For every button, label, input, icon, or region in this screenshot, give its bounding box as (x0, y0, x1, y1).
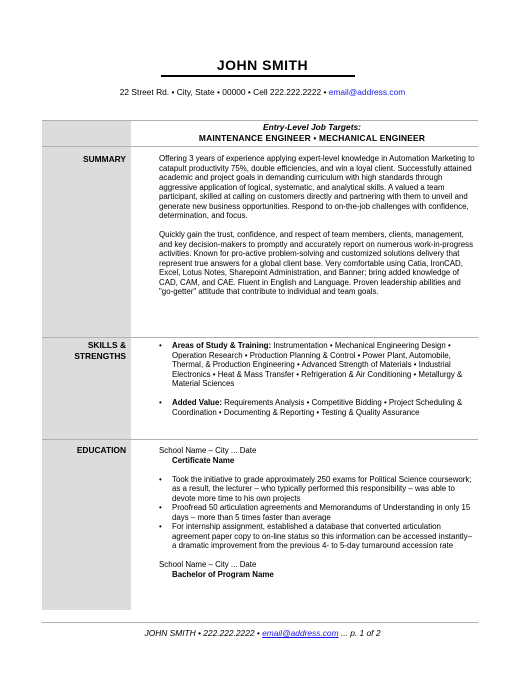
skills-item-study-title: Areas of Study & Training: (172, 341, 272, 350)
education-bullet-text: Proofread 50 articulation agreements and Memorandums of Understanding in only 15 days – more than 5 times faster than average (172, 503, 471, 522)
summary-paragraph-2: Quickly gain the trust, confidence, and respect of team members, clients, management, and key decision-makers to promptly and accurately report on numerous work-in-progress activities. Known for pro-active problem-solving and customized solutions delivery that represent true answers for a global client base. Very comfortable using Catia, IronCAD, Excel, Lotus Notes, Sharepoint Administration, and Banner; bring added knowledge of CAD, CAM, and CAE. Fluent in English and Language. Proven leadership abilities and "go-getter" attitude that contribute to individual and team goals. (159, 230, 474, 296)
education-school-1: School Name – City ... Date (159, 446, 257, 455)
bullet: • (159, 341, 162, 350)
contact-address: 22 Street Rd. • City, State • 00000 • Cell 222.222.2222 • (119, 87, 329, 97)
divider-skills (42, 439, 478, 440)
bullet: • (159, 398, 162, 407)
divider-summary (42, 337, 478, 338)
skills-item-value-title: Added Value: (172, 398, 222, 407)
skills-label-line2: STRENGTHS (74, 351, 126, 361)
education-bullet-text: For internship assignment, established a database that converted articulation agreement paper copy to on-line status so this information can be accessed instantly– a dramatic improvement from the previous 4- to 5-day turnaround accession rate (172, 522, 473, 550)
summary-paragraph-1: Offering 3 years of experience applying expert-level knowledge in Automation Marketing to catapult productivity 75%, double efficiencies, and win a loyal client. Successfully attained academic and project goals in demanding curriculum with high standards through aggressive application of logical, systematic, and analytical skills. A valued a team participant, skilled at calling on customers directly and partnering with them to unveil and generate new business opportunities. Respond to on-the-job challenges with confidence, determination, and focus. (159, 154, 475, 220)
footer-prefix: JOHN SMITH • 222.222.2222 • (144, 628, 263, 638)
education-content (159, 446, 475, 579)
skills-content (159, 341, 475, 417)
summary-label: SUMMARY (83, 154, 126, 164)
skills-label (42, 340, 126, 362)
job-targets-titles: MAINTENANCE ENGINEER • MECHANICAL ENGINEER (198, 133, 426, 143)
name-heading: JOHN SMITH (216, 57, 309, 73)
education-bullet (159, 475, 475, 504)
bullet: • (159, 522, 162, 531)
education-bullet (159, 522, 475, 551)
education-school-2: School Name – City ... Date (159, 560, 257, 569)
contact-line (0, 87, 525, 97)
skills-item-study (159, 341, 475, 389)
page-footer (0, 628, 525, 638)
skills-item-study-text: Instrumentation • Mechanical Engineering Design • Operation Research • Production Planning & Control • Power Plant, Automobile, Thermal, & Production Engineering • Advanced Strength of Materials • Industrial Electronics • Heat & Mass Transfer • Refrigeration & Air Conditioning • Metallurgy & Material Sciences (172, 341, 463, 388)
section-label-column (42, 121, 131, 610)
education-label: EDUCATION (76, 445, 126, 455)
education-certificate: Certificate Name (172, 455, 235, 465)
skills-item-value-text: Requirements Analysis • Competitive Bidding • Project Scheduling & Coordination • Documenting & Reporting • Testing & Quality Assurance (172, 398, 463, 417)
education-bullet (159, 503, 475, 522)
footer-email-link[interactable]: email@address.com (262, 628, 339, 638)
education-bullet-text: Took the initiative to grade approximately 250 exams for Political Science coursework; as a result, the lecturer – who typically performed this responsibility – was able to devote more time to his own projects (172, 474, 472, 503)
bullet: • (159, 474, 162, 484)
divider-top (42, 120, 478, 121)
job-targets-heading: Entry-Level Job Targets: (263, 122, 361, 132)
skills-item-value (159, 398, 475, 417)
contact-email-link[interactable]: email@address.com (328, 87, 406, 97)
divider-bottom (42, 622, 478, 623)
bullet: • (159, 503, 162, 512)
divider-targets (42, 146, 478, 147)
job-targets (146, 122, 478, 144)
summary-content (159, 154, 475, 297)
footer-page: ... p. 1 of 2 (338, 628, 381, 638)
education-degree: Bachelor of Program Name (172, 569, 274, 579)
name-underline (161, 75, 355, 77)
skills-label-line1: SKILLS & (87, 340, 126, 350)
